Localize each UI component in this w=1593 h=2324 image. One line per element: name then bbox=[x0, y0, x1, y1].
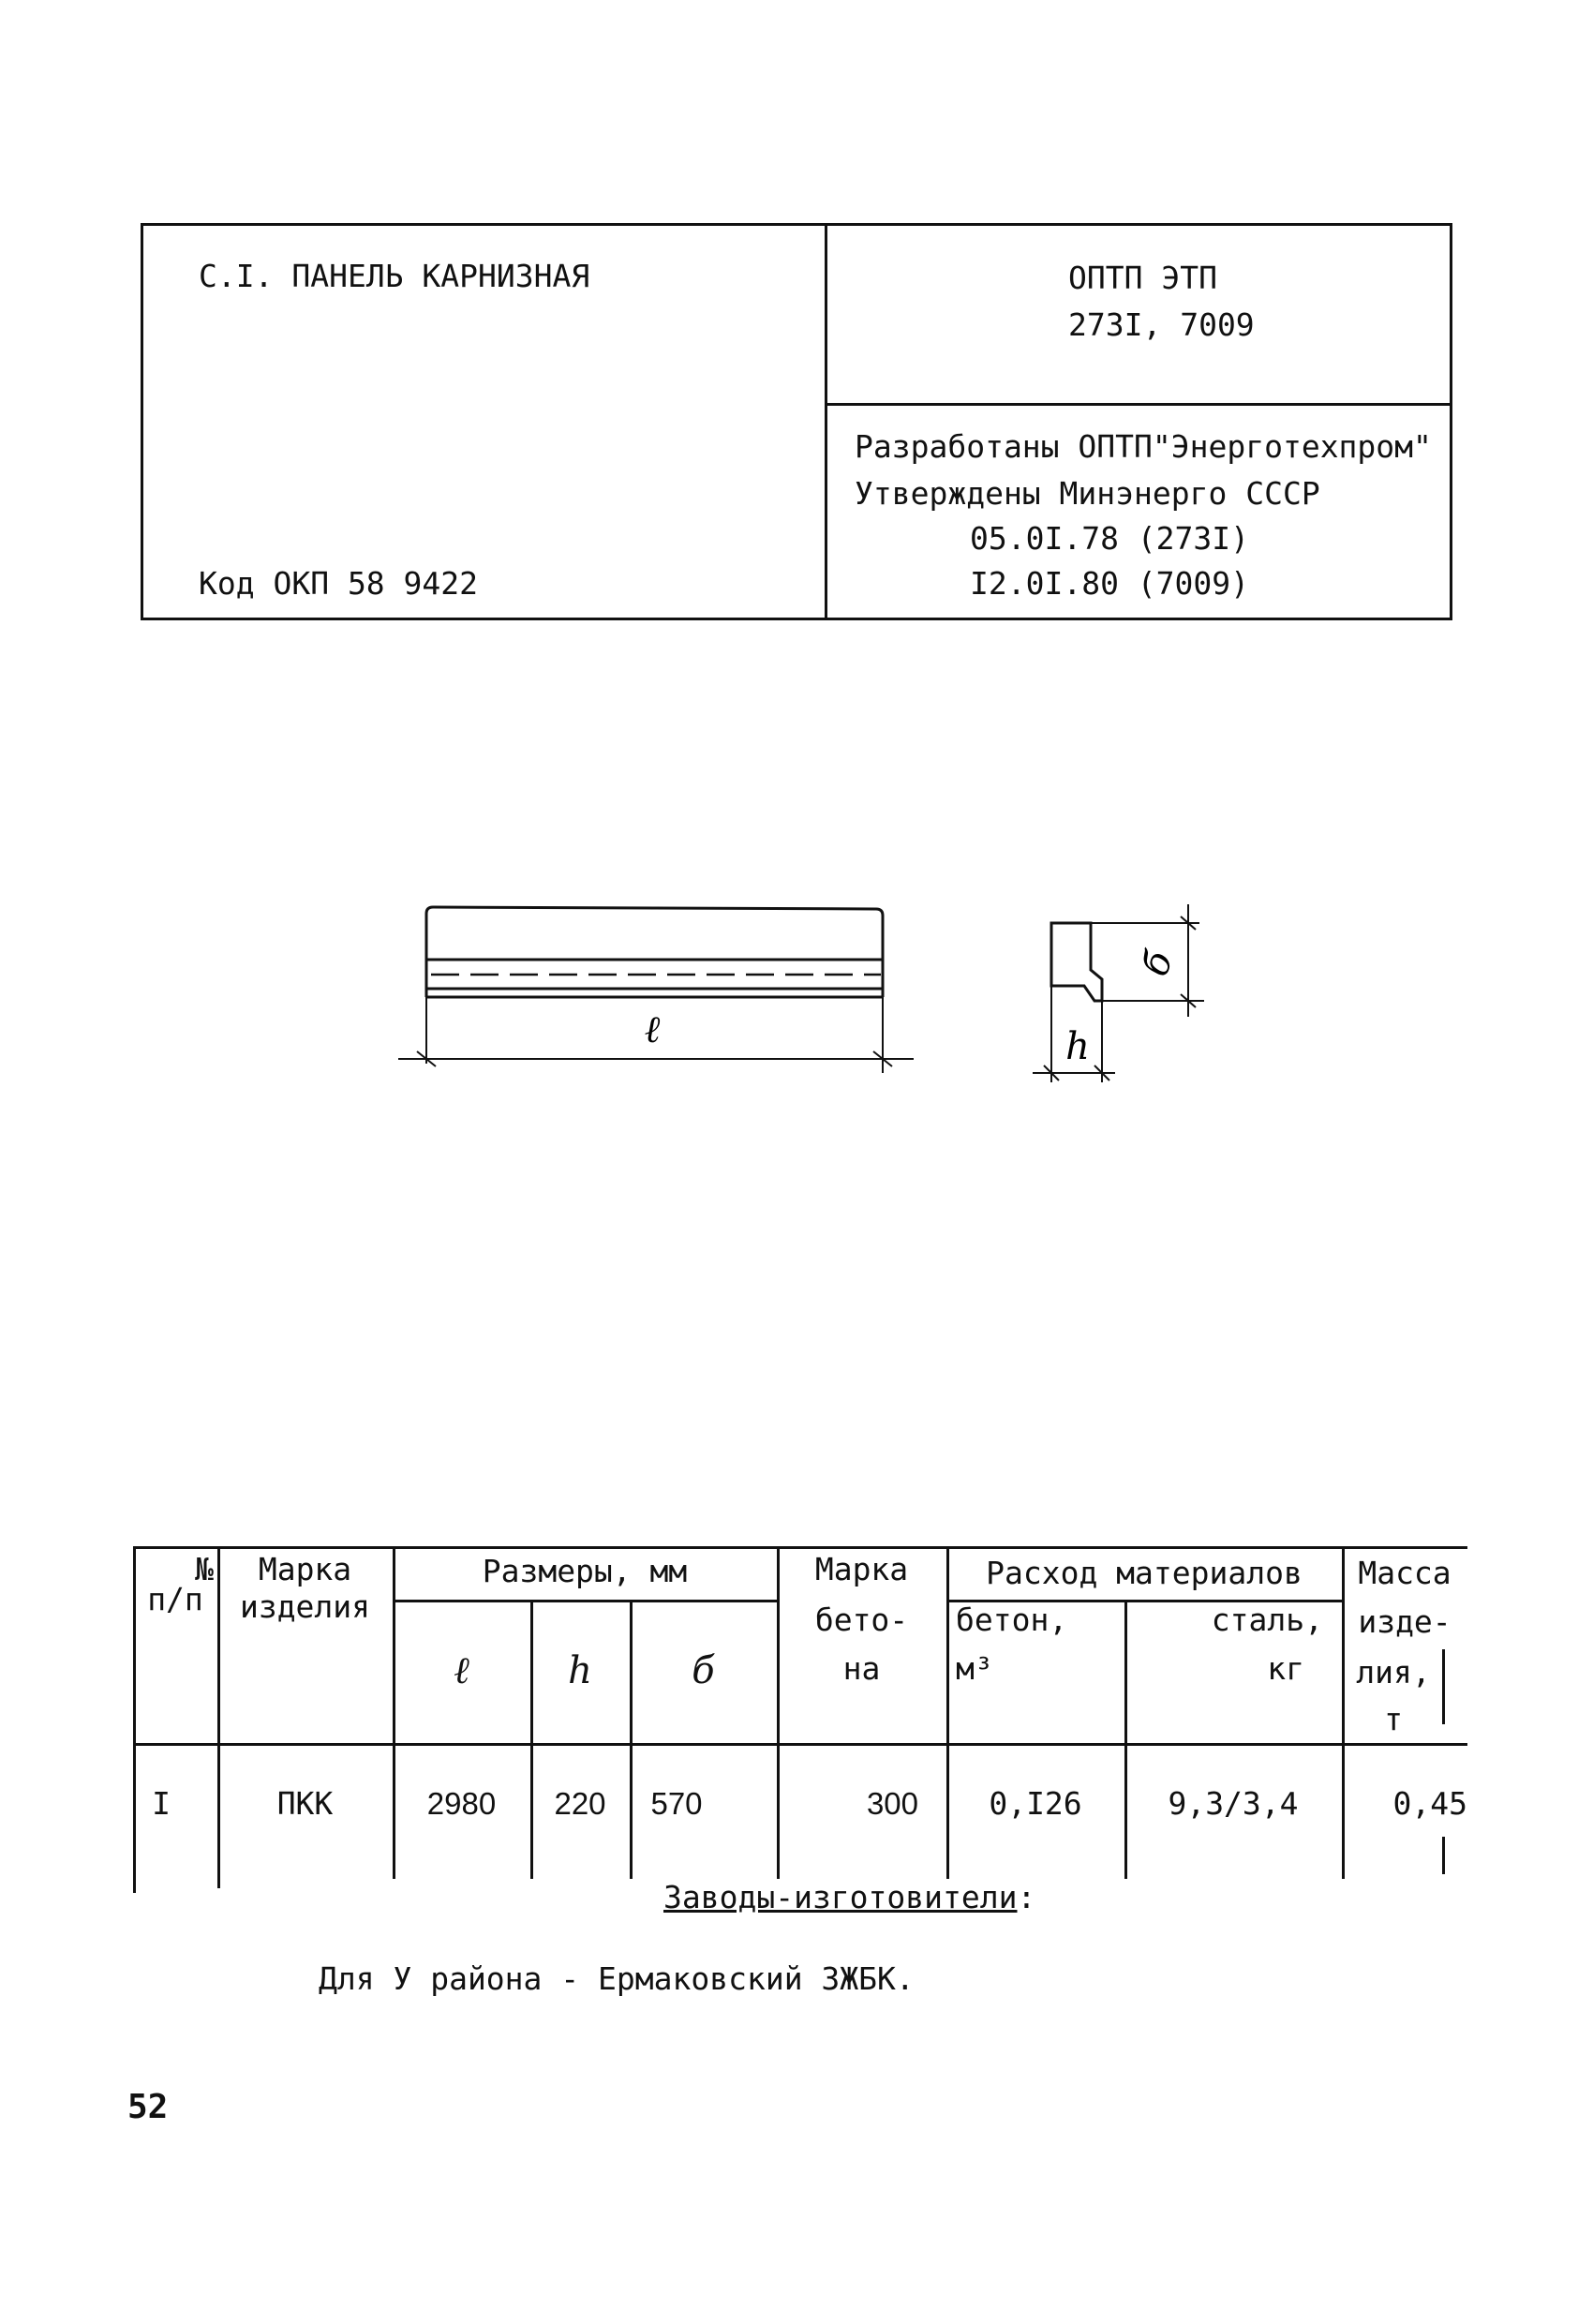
header-dim-b: б bbox=[692, 1649, 715, 1692]
header-num-bottom: п/п bbox=[147, 1581, 203, 1617]
col-separator bbox=[1124, 1600, 1127, 1879]
header-concrete-grade-line2: бето- bbox=[814, 1601, 909, 1638]
header-steel-line1: сталь, bbox=[1211, 1601, 1323, 1638]
row-mass: 0,45 bbox=[1392, 1785, 1467, 1822]
panel-drawings bbox=[375, 881, 1256, 1106]
dims-subheader-line bbox=[393, 1600, 777, 1602]
col-separator bbox=[393, 1546, 395, 1879]
height-dimension-label: h bbox=[1065, 1025, 1090, 1068]
manufacturers-heading bbox=[663, 1879, 1036, 1915]
okp-code: Код ОКП 58 9422 bbox=[199, 565, 479, 602]
series-line-2: 273I, 7009 bbox=[1068, 306, 1255, 343]
row-concrete-volume: 0,I26 bbox=[989, 1785, 1082, 1822]
header-dim-h: h bbox=[568, 1649, 592, 1692]
header-dim-l: ℓ bbox=[454, 1649, 469, 1692]
col-separator bbox=[1442, 1837, 1445, 1874]
header-materials: Расход материалов bbox=[986, 1555, 1303, 1591]
col-separator bbox=[530, 1600, 533, 1879]
col-separator bbox=[630, 1600, 633, 1879]
row-length: 2980 bbox=[426, 1786, 497, 1821]
header-steel-line2: кг bbox=[1267, 1650, 1304, 1687]
approval-date-2: I2.0I.80 (7009) bbox=[970, 565, 1250, 602]
manufacturers-heading-colon: : bbox=[1017, 1879, 1036, 1915]
col-separator bbox=[777, 1546, 780, 1879]
header-divider bbox=[825, 223, 827, 620]
header-mass-line1: Масса bbox=[1358, 1555, 1452, 1591]
header-concrete-grade-line1: Марка bbox=[814, 1551, 909, 1587]
row-num: I bbox=[152, 1785, 171, 1822]
manufacturers-heading-text: Заводы-изготовители bbox=[663, 1879, 1018, 1915]
approval-date-1: 05.0I.78 (273I) bbox=[970, 520, 1250, 557]
series-line-1: ОПТП ЭТП bbox=[1068, 260, 1217, 296]
header-concrete-volume-line2: м³ bbox=[956, 1650, 993, 1687]
header-bottom-line bbox=[133, 1743, 1467, 1746]
col-separator bbox=[946, 1546, 949, 1879]
header-num-top: № bbox=[195, 1551, 214, 1587]
header-concrete-grade-line3: на bbox=[842, 1650, 881, 1687]
approved-by: Утверждены Минэнерго СССР bbox=[855, 475, 1320, 512]
header-right-divider bbox=[825, 403, 1452, 406]
table-top-border bbox=[133, 1546, 1467, 1549]
header-mark-line1: Марка bbox=[258, 1551, 352, 1587]
header-mass-line4: т bbox=[1384, 1701, 1403, 1737]
specification-table bbox=[133, 1546, 1467, 1902]
page-number: 52 bbox=[127, 2088, 169, 2126]
manufacturers-line: Для У района - Ермаковский ЗЖБК. bbox=[319, 1960, 915, 1997]
row-height: 220 bbox=[554, 1786, 606, 1821]
header-dimensions: Размеры, мм bbox=[482, 1553, 688, 1589]
row-mark: ПКК bbox=[276, 1785, 334, 1822]
width-dimension-label: б bbox=[1133, 945, 1183, 982]
header-concrete-volume-line1: бетон, bbox=[956, 1601, 1068, 1638]
length-dimension-label: ℓ bbox=[644, 1008, 661, 1051]
header-mass-line3: лия, bbox=[1356, 1654, 1431, 1691]
header-mass-line2: изде- bbox=[1358, 1603, 1452, 1640]
panel-section-drawing bbox=[1033, 904, 1204, 1082]
developed-by: Разработаны ОПТП"Энерготехпром" bbox=[855, 428, 1432, 465]
header-mark-line2: изделия bbox=[239, 1588, 371, 1625]
document-title: С.I. ПАНЕЛЬ КАРНИЗНАЯ bbox=[199, 258, 590, 294]
row-steel: 9,3/3,4 bbox=[1168, 1785, 1299, 1822]
row-concrete-grade: 300 bbox=[866, 1786, 918, 1821]
row-width: 570 bbox=[650, 1786, 703, 1821]
